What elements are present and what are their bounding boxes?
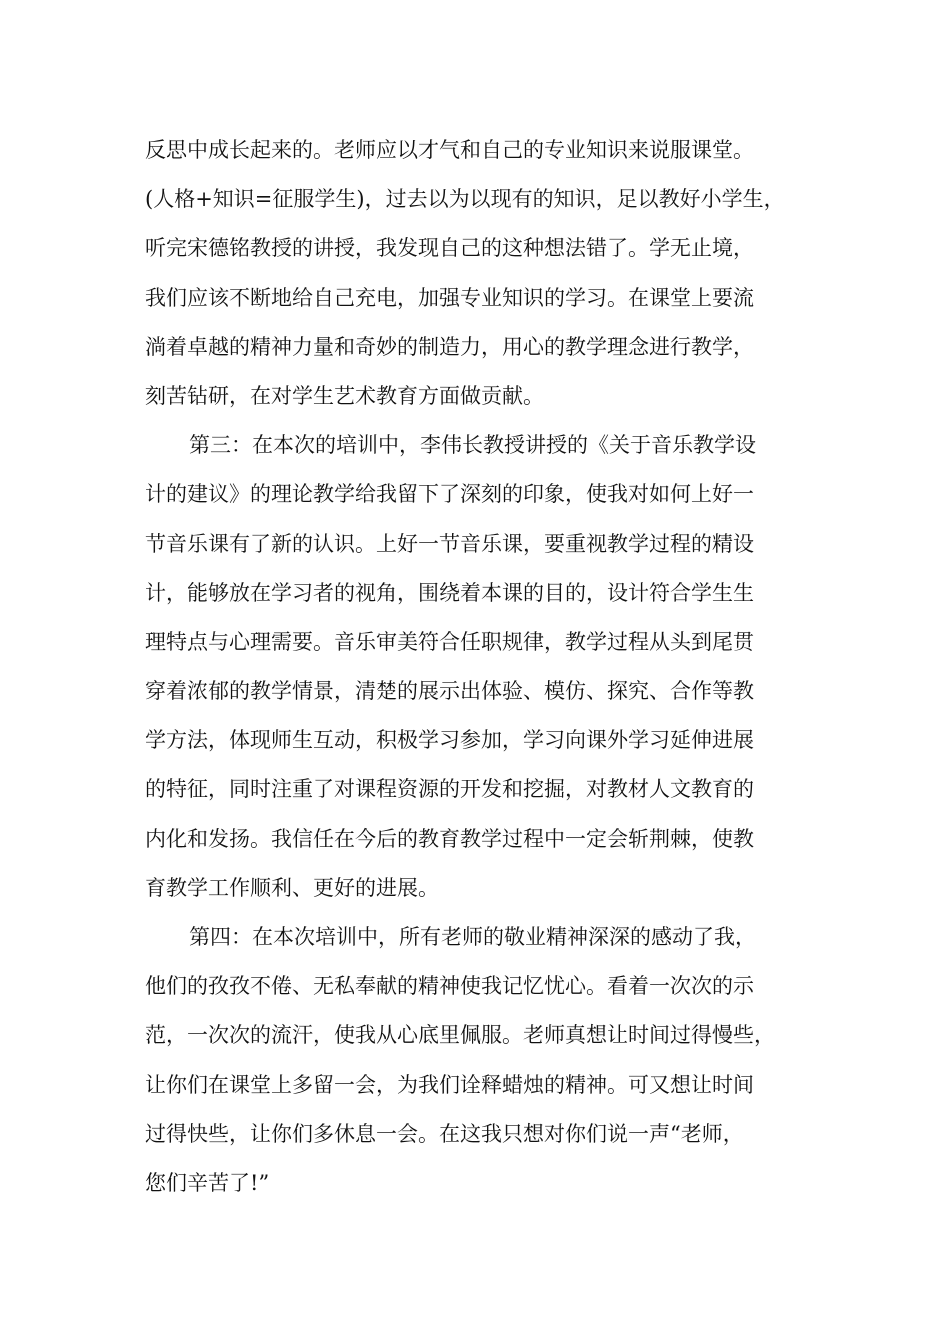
text-line: 理特点与心理需要。音乐审美符合任职规律，教学过程从头到尾贯	[145, 629, 754, 654]
text-line: 内化和发扬。我信任在今后的教育教学过程中一定会斩荆棘，使教	[145, 826, 754, 851]
text-line: 您们辛苦了!”	[145, 1170, 270, 1195]
text-line: 过得快些，让你们多休息一会。在这我只想对你们说一声“老师，	[145, 1121, 744, 1146]
text-line: 计，能够放在学习者的视角，围绕着本课的目的，设计符合学生生	[145, 580, 754, 605]
text-line: 让你们在课堂上多留一会，为我们诠释蜡烛的精神。可又想让时间	[145, 1072, 754, 1097]
text-line: 刻苦钻研，在对学生艺术教育方面做贡献。	[145, 383, 544, 408]
text-line: 计的建议》的理论教学给我留下了深刻的印象，使我对如何上好一	[145, 482, 754, 507]
document-body	[145, 126, 810, 1208]
text-line: (人格+知识=征服学生)，过去以为以现有的知识，足以教好小学生，	[145, 187, 785, 212]
text-line: 反思中成长起来的。老师应以才气和自己的专业知识来说服课堂。	[145, 138, 754, 162]
text-line: 育教学工作顺利、更好的进展。	[145, 875, 439, 900]
paragraph-start-line: 第三：在本次的培训中，李伟长教授讲授的《关于音乐教学设	[189, 433, 756, 458]
text-line: 范，一次次的流汗，使我从心底里佩服。老师真想让时间过得慢些，	[145, 1023, 775, 1048]
text-line: 穿着浓郁的教学情景，清楚的展示出体验、模仿、探究、合作等教	[145, 679, 754, 704]
text-line: 我们应该不断地给自己充电，加强专业知识的学习。在课堂上要流	[145, 285, 754, 310]
text-line: 节音乐课有了新的认识。上好一节音乐课，要重视教学过程的精设	[145, 531, 754, 556]
paragraph-start-line: 第四：在本次培训中，所有老师的敬业精神深深的感动了我，	[189, 925, 756, 949]
text-line: 听完宋德铭教授的讲授，我发现自己的这种想法错了。学无止境，	[145, 236, 754, 261]
text-line: 学方法，体现师生互动，积极学习参加，学习向课外学习延伸进展	[145, 728, 754, 753]
text-line: 淌着卓越的精神力量和奇妙的制造力，用心的教学理念进行教学，	[145, 334, 754, 359]
text-line: 的特征，同时注重了对课程资源的开发和挖掘，对教材人文教育的	[145, 777, 754, 802]
text-line: 他们的孜孜不倦、无私奉献的精神使我记忆忧心。看着一次次的示	[145, 974, 754, 999]
